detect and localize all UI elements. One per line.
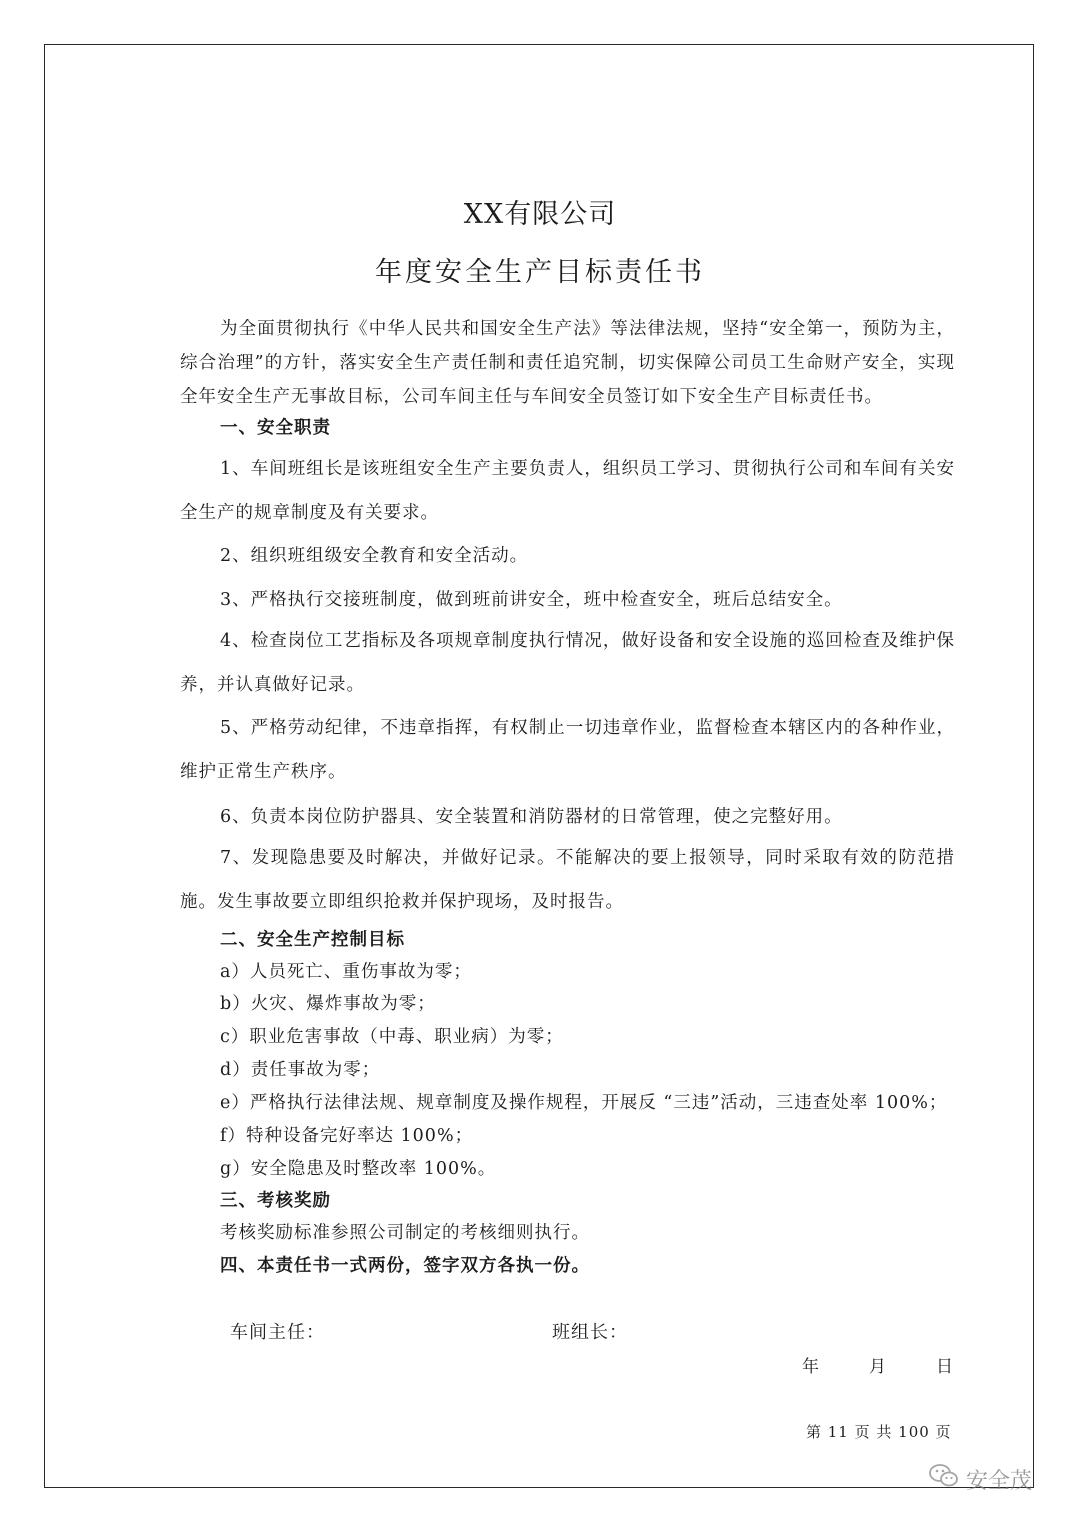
wechat-icon bbox=[928, 1462, 960, 1496]
signature-team-leader: 班组长： bbox=[552, 1322, 628, 1343]
section4-heading: 四、本责任书一式两份，签字双方各执一份。 bbox=[220, 1256, 590, 1276]
intro-paragraph: 为全面贯彻执行《中华人民共和国安全生产法》等法律法规，坚持“安全第一，预防为主，综合治理”的方针，落实安全生产责任制和责任追究制，切实保障公司员工生命财产安全，实现全年安全生产无事故目标，公司车间主任与车间安全员签订如下安全生产目标责任书。 bbox=[180, 319, 955, 407]
date-day: 日 bbox=[936, 1357, 953, 1377]
target-item: d）责任事故为零； bbox=[220, 1060, 381, 1080]
company-title: XX有限公司 bbox=[463, 199, 617, 230]
target-item: a）人员死亡、重伤事故为零； bbox=[220, 962, 472, 982]
watermark bbox=[928, 1462, 1032, 1496]
section1-heading: 一、安全职责 bbox=[220, 418, 331, 438]
duty-item: 2、组织班组级安全教育和安全活动。 bbox=[220, 546, 529, 566]
target-item: b）火灾、爆炸事故为零； bbox=[220, 994, 436, 1014]
section3-heading: 三、考核奖励 bbox=[220, 1191, 331, 1211]
duty-item: 1、车间班组长是该班组安全生产主要负责人，组织员工学习、贯彻执行公司和车间有关安全生产的规章制度及有关要求。 bbox=[180, 459, 955, 523]
section3-text: 考核奖励标准参照公司制定的考核细则执行。 bbox=[220, 1223, 590, 1243]
target-item: c）职业危害事故（中毒、职业病）为零； bbox=[220, 1027, 564, 1047]
signature-workshop-director: 车间主任： bbox=[230, 1322, 325, 1343]
duty-item: 6、负责本岗位防护器具、安全装置和消防器材的日常管理，使之完整好用。 bbox=[220, 807, 843, 827]
date-year: 年 bbox=[802, 1357, 819, 1377]
watermark-text: 安全茂 bbox=[966, 1468, 1033, 1494]
duty-item: 5、严格劳动纪律，不违章指挥，有权制止一切违章作业，监督检查本辖区内的各种作业，维护正常生产秩序。 bbox=[180, 718, 955, 782]
document-title: 年度安全生产目标责任书 bbox=[375, 257, 705, 288]
target-item: g）安全隐患及时整改率 100%。 bbox=[220, 1159, 497, 1179]
target-item: f）特种设备完好率达 100%； bbox=[220, 1126, 474, 1146]
duty-item: 7、发现隐患要及时解决，并做好记录。不能解决的要上报领导，同时采取有效的防范措施。发生事故要立即组织抢救并保护现场，及时报告。 bbox=[180, 848, 955, 912]
duty-item: 4、检查岗位工艺指标及各项规章制度执行情况，做好设备和安全设施的巡回检查及维护保养，并认真做好记录。 bbox=[180, 631, 955, 695]
duty-item: 3、严格执行交接班制度，做到班前讲安全，班中检查安全，班后总结安全。 bbox=[220, 590, 843, 610]
section2-heading: 二、安全生产控制目标 bbox=[220, 930, 405, 950]
page-number: 第 11 页 共 100 页 bbox=[806, 1423, 952, 1441]
date-month: 月 bbox=[869, 1357, 886, 1377]
target-item: e）严格执行法律法规、规章制度及操作规程，开展反 “三违”活动，三违查处率 100%； bbox=[220, 1093, 948, 1113]
